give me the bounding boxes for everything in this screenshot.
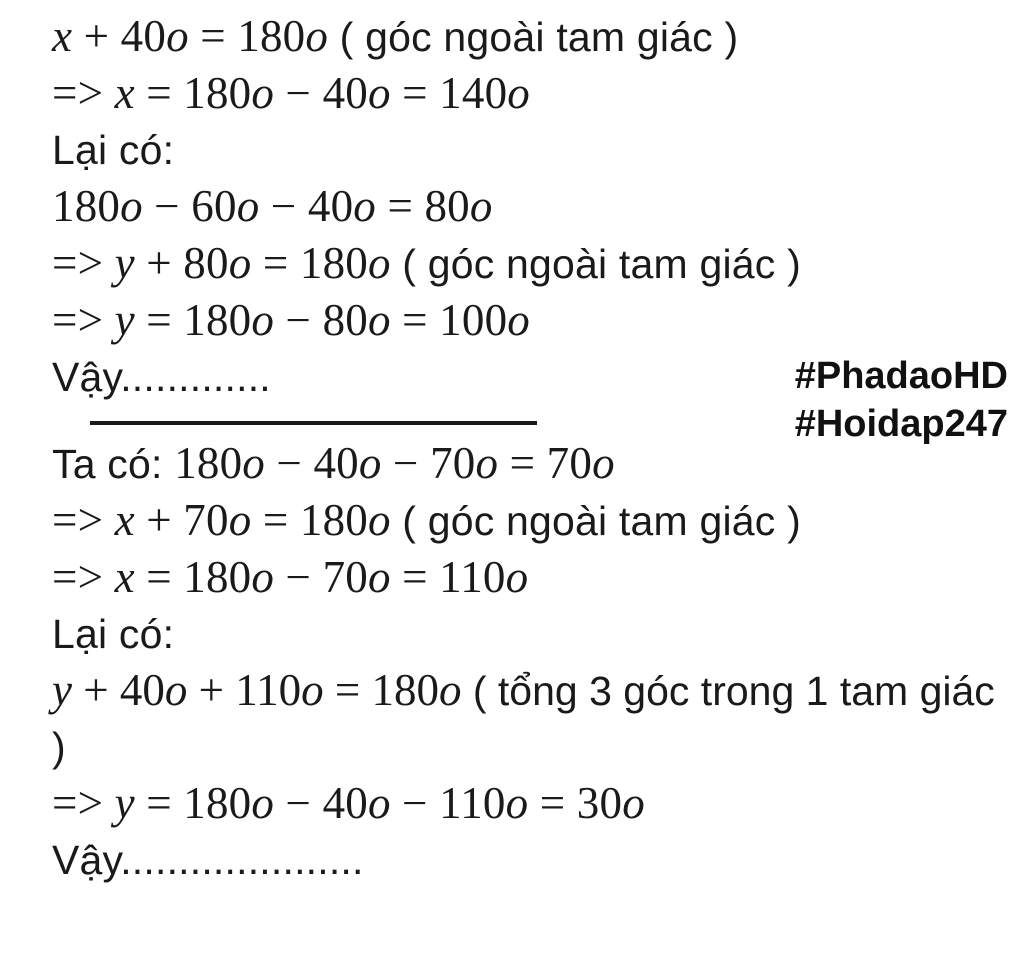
math-fragment: o bbox=[251, 295, 275, 345]
math-fragment: + 80 bbox=[134, 238, 229, 288]
math-fragment: o bbox=[438, 665, 462, 715]
text-line bbox=[52, 292, 1010, 349]
math-fragment: o bbox=[505, 778, 529, 828]
text-fragment: ( góc ngoài tam giác ) bbox=[390, 498, 801, 544]
math-fragment: = 140 bbox=[390, 68, 508, 118]
math-fragment: o bbox=[507, 295, 530, 345]
text-line bbox=[52, 606, 1010, 662]
math-fragment: o bbox=[367, 778, 391, 828]
math-fragment: o bbox=[305, 11, 329, 61]
math-fragment: = 180 bbox=[134, 68, 252, 118]
text-line bbox=[52, 832, 1010, 888]
solution-block-2 bbox=[52, 435, 1010, 888]
math-fragment: = 30 bbox=[528, 778, 623, 828]
math-fragment: o bbox=[507, 68, 530, 118]
solution-block-1 bbox=[52, 8, 1010, 405]
math-fragment: + 110 bbox=[187, 665, 302, 715]
math-fragment: o bbox=[469, 181, 493, 231]
math-fragment: x bbox=[114, 495, 135, 545]
math-fragment: 180 bbox=[174, 438, 243, 488]
math-fragment: => bbox=[52, 68, 115, 118]
text-line bbox=[52, 178, 1010, 235]
text-fragment: ( góc ngoài tam giác ) bbox=[390, 241, 801, 287]
math-fragment: = 180 bbox=[134, 778, 252, 828]
math-fragment: => bbox=[52, 778, 115, 828]
text-line bbox=[52, 8, 1010, 65]
math-fragment: o bbox=[353, 181, 376, 231]
math-fragment: 180 bbox=[52, 181, 121, 231]
text-line bbox=[52, 662, 1010, 775]
math-fragment: = 180 bbox=[251, 238, 368, 288]
math-fragment: − 60 bbox=[142, 181, 237, 231]
math-fragment: o bbox=[367, 495, 391, 545]
math-fragment: y bbox=[52, 665, 72, 715]
watermark-line-2: #Hoidap247 bbox=[794, 403, 1008, 445]
math-fragment: x bbox=[114, 552, 135, 602]
math-fragment: = 80 bbox=[376, 181, 470, 231]
math-fragment: o bbox=[475, 438, 499, 488]
math-fragment: => bbox=[52, 552, 115, 602]
math-fragment: = 180 bbox=[251, 495, 368, 545]
math-fragment: = 180 bbox=[134, 295, 252, 345]
text-line bbox=[52, 492, 1010, 549]
math-fragment: o bbox=[367, 238, 391, 288]
math-fragment: = 100 bbox=[390, 295, 508, 345]
math-fragment: + 70 bbox=[134, 495, 229, 545]
math-fragment: o bbox=[166, 11, 189, 61]
text-line bbox=[52, 549, 1010, 606]
math-fragment: y bbox=[114, 295, 135, 345]
math-fragment: o bbox=[120, 181, 143, 231]
text-fragment: Vậy..................... bbox=[52, 837, 364, 883]
math-fragment: = 110 bbox=[390, 552, 506, 602]
text-fragment: ( góc ngoài tam giác ) bbox=[328, 14, 739, 60]
text-line bbox=[52, 122, 1010, 178]
text-fragment: Ta có: bbox=[52, 441, 175, 487]
math-fragment: y bbox=[114, 238, 135, 288]
math-fragment: − 40 bbox=[265, 438, 359, 488]
text-fragment: ( tổng 3 góc trong 1 tam giác ) bbox=[52, 668, 995, 770]
math-fragment: = 180 bbox=[134, 552, 252, 602]
math-fragment: y bbox=[114, 778, 135, 828]
math-fragment: o bbox=[367, 295, 391, 345]
math-fragment: o bbox=[301, 665, 324, 715]
math-fragment: o bbox=[236, 181, 260, 231]
math-fragment: − 40 bbox=[274, 778, 368, 828]
math-fragment: x bbox=[114, 68, 135, 118]
math-fragment: − 70 bbox=[381, 438, 476, 488]
text-fragment: Vậy............. bbox=[52, 354, 271, 400]
math-fragment: o bbox=[622, 778, 645, 828]
horizontal-divider bbox=[90, 421, 537, 425]
math-fragment: + 40 bbox=[71, 665, 165, 715]
math-fragment: − 40 bbox=[259, 181, 354, 231]
math-fragment: o bbox=[251, 778, 275, 828]
math-fragment: o bbox=[228, 238, 252, 288]
math-fragment: − 110 bbox=[390, 778, 506, 828]
watermark-hashtags bbox=[795, 352, 1008, 448]
text-fragment: Lại có: bbox=[52, 127, 175, 173]
math-fragment: o bbox=[228, 495, 252, 545]
math-fragment: o bbox=[592, 438, 615, 488]
math-fragment: = 70 bbox=[498, 438, 593, 488]
text-fragment: Lại có: bbox=[52, 611, 175, 657]
math-fragment: o bbox=[367, 68, 391, 118]
math-fragment: o bbox=[358, 438, 382, 488]
text-line bbox=[52, 65, 1010, 122]
text-line bbox=[52, 235, 1010, 292]
math-fragment: − 40 bbox=[274, 68, 368, 118]
math-fragment: − 80 bbox=[274, 295, 368, 345]
math-fragment: => bbox=[52, 495, 115, 545]
math-fragment: + 40 bbox=[72, 11, 167, 61]
math-fragment: = 180 bbox=[323, 665, 439, 715]
math-fragment: o bbox=[367, 552, 391, 602]
math-fragment: o bbox=[251, 552, 275, 602]
math-fragment: o bbox=[164, 665, 188, 715]
math-fragment: o bbox=[242, 438, 265, 488]
math-fragment: o bbox=[251, 68, 275, 118]
math-fragment: o bbox=[505, 552, 529, 602]
math-fragment: − 70 bbox=[274, 552, 368, 602]
text-line bbox=[52, 775, 1010, 832]
math-fragment: => bbox=[52, 295, 115, 345]
math-fragment: = 180 bbox=[188, 11, 306, 61]
math-fragment: x bbox=[52, 11, 73, 61]
watermark-line-1: #PhadaoHD bbox=[794, 355, 1008, 397]
math-fragment: => bbox=[52, 238, 115, 288]
